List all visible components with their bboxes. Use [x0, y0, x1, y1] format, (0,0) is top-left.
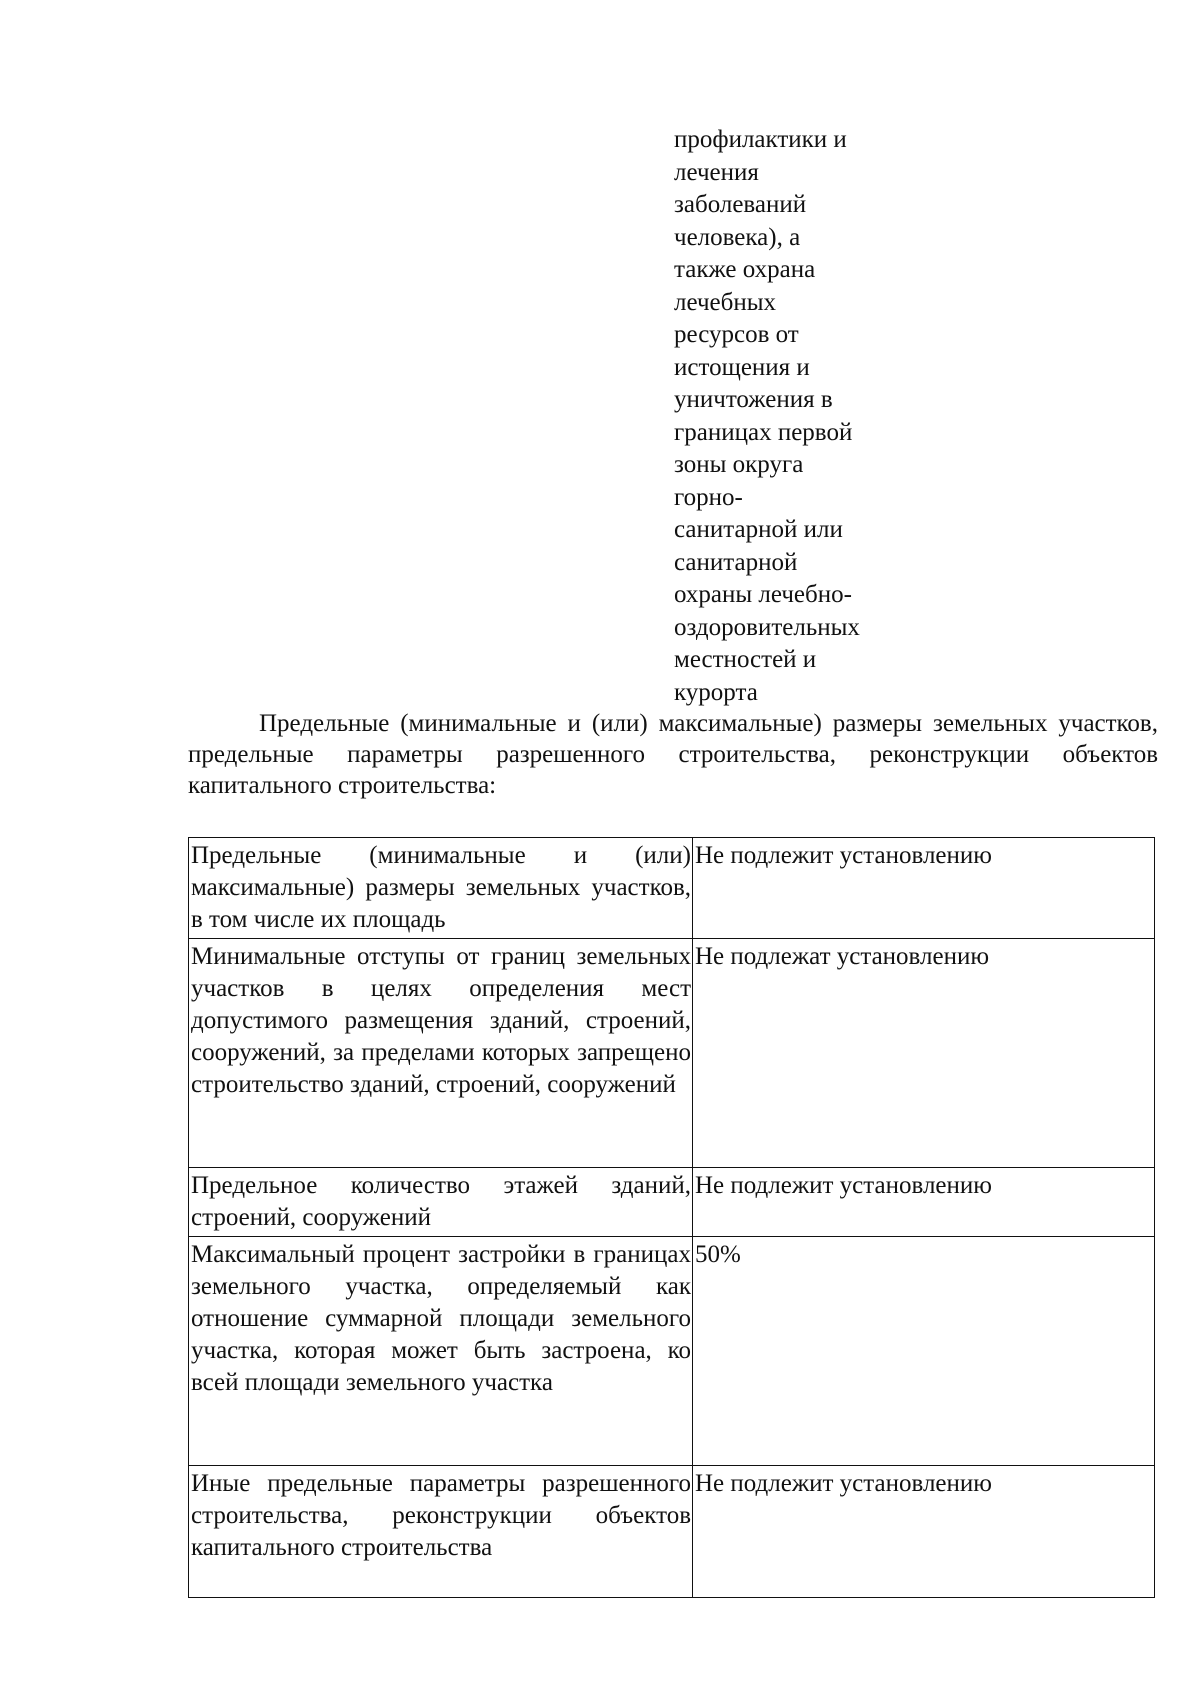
parameter-cell: Предельное количество этажей зданий, строений, сооружений	[189, 1168, 693, 1237]
continuation-line: человека), а	[674, 223, 801, 251]
value-cell: Не подлежит установлению	[693, 1466, 1155, 1598]
table-row	[189, 838, 1155, 939]
parameter-cell: Иные предельные параметры разрешенного строительства, реконструкции объектов капитального строительства	[189, 1466, 693, 1598]
parameter-cell: Минимальные отступы от границ земельных участков в целях определения мест допустимого размещения зданий, строений, сооружений, за пределами которых запрещено строительство зданий, строений, сооружений	[189, 939, 693, 1168]
continuation-line: границах первой	[674, 418, 853, 446]
table-row	[189, 1168, 1155, 1237]
value-cell: Не подлежит установлению	[693, 1168, 1155, 1237]
continuation-line: уничтожения в	[674, 386, 833, 413]
continued-text-column	[674, 124, 914, 709]
value-cell: 50%	[693, 1237, 1155, 1466]
continuation-line: истощения и	[674, 353, 810, 381]
continuation-line: санитарной или	[674, 516, 843, 543]
continuation-line: заболеваний	[674, 191, 807, 218]
value-cell: Не подлежат установлению	[693, 939, 1155, 1168]
continuation-line: охраны лечебно-	[674, 581, 852, 608]
value-cell: Не подлежит установлению	[693, 838, 1155, 939]
parameter-cell: Предельные (минимальные и (или) максимальные) размеры земельных участков, в том числе их площадь	[189, 838, 693, 939]
continuation-line: курорта	[674, 678, 758, 706]
parameters-table	[188, 837, 1155, 1598]
continuation-line: ресурсов от	[674, 321, 799, 348]
intro-paragraph: Предельные (минимальные и (или) максимальные) размеры земельных участков, предельные параметры разрешенного строительства, реконструкции объектов капитального строительства:	[188, 710, 1158, 799]
continuation-line: лечения	[674, 158, 759, 186]
continuation-line: санитарной	[674, 548, 798, 576]
parameter-cell: Максимальный процент застройки в границах земельного участка, определяемый как отношение суммарной площади земельного участка, которая может быть застроена, ко всей площади земельного участка	[189, 1237, 693, 1466]
continuation-line: лечебных	[674, 288, 777, 316]
table-row	[189, 939, 1155, 1168]
continuation-line: оздоровительных	[674, 613, 860, 641]
table-row	[189, 1466, 1155, 1598]
continuation-line: местностей и	[674, 646, 817, 673]
continuation-line: горно-	[674, 483, 743, 511]
continuation-line: также охрана	[674, 256, 816, 283]
table-row	[189, 1237, 1155, 1466]
continuation-line: зоны округа	[674, 451, 804, 478]
continuation-line: профилактики и	[674, 126, 847, 153]
